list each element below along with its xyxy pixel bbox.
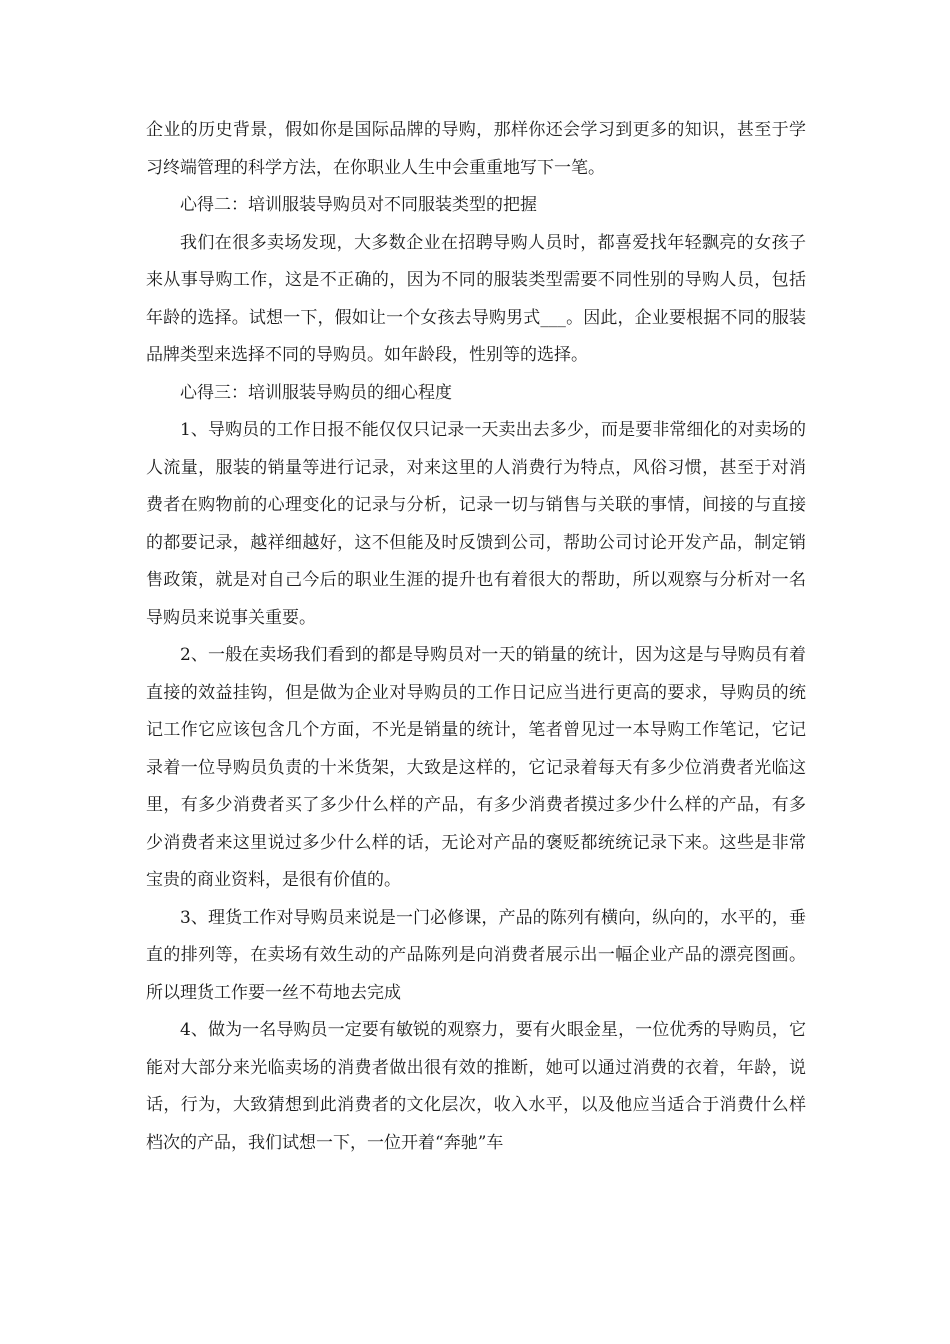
paragraph-item-2: 2、一般在卖场我们看到的都是导购员对一天的销量的统计，因为这是与导购员有着直接的效益挂钩，但是做为企业对导购员的工作日记应当进行更高的要求，导购员的统记工作它应该包含几个方面，不光是销量的统计，笔者曾见过一本导购工作笔记，它记录着一位导购员负责的十米货架，大致是这样的，它记录着每天有多少位消费者光临这里，有多少消费者买了多少什么样的产品，有多少消费者摸过多少什么样的产品，有多少消费者来这里说过多少什么样的话，无论对产品的褒贬都统统记录下来。这些是非常宝贵的商业资料，是很有价值的。	[146, 645, 806, 890]
document-page	[146, 112, 806, 1162]
paragraph-section-2: 我们在很多卖场发现，大多数企业在招聘导购人员时，都喜爱找年轻飘亮的女孩子来从事导购工作，这是不正确的，因为不同的服装类型需要不同性别的导购人员，包括年龄的选择。试想一下，假如让一个女孩去导购男式___。因此，企业要根据不同的服装品牌类型来选择不同的导购员。如年龄段，性别等的选择。	[146, 232, 806, 365]
paragraph-continuation: 企业的历史背景，假如你是国际品牌的导购，那样你还会学习到更多的知识，甚至于学习终端管理的科学方法，在你职业人生中会重重地写下一笔。	[146, 120, 806, 178]
paragraph-item-3: 3、理货工作对导购员来说是一门必修课，产品的陈列有横向，纵向的，水平的，垂直的排列等，在卖场有效生动的产品陈列是向消费者展示出一幅企业产品的漂亮图画。所以理货工作要一丝不苟地去完成	[146, 907, 806, 1003]
section-heading-3: 心得三：培训服装导购员的细心程度	[180, 382, 452, 403]
paragraph-item-4: 4、做为一名导购员一定要有敏锐的观察力，要有火眼金星，一位优秀的导购员，它能对大部分来光临卖场的消费者做出很有效的推断，她可以通过消费的衣着，年龄，说话，行为，大致猜想到此消费者的文化层次，收入水平，以及他应当适合于消费什么样档次的产品，我们试想一下，一位开着“奔驰”车	[146, 1020, 806, 1153]
paragraph-item-1: 1、导购员的工作日报不能仅仅只记录一天卖出去多少，而是要非常细化的对卖场的人流量，服装的销量等进行记录，对来这里的人消费行为特点，风俗习惯，甚至于对消费者在购物前的心理变化的记录与分析，记录一切与销售与关联的事情，间接的与直接的都要记录，越祥细越好，这不但能及时反馈到公司，帮助公司讨论开发产品，制定销售政策，就是对自己今后的职业生涯的提升也有着很大的帮助，所以观察与分析对一名导购员来说事关重要。	[146, 420, 806, 628]
section-heading-2: 心得二：培训服装导购员对不同服装类型的把握	[180, 195, 537, 215]
